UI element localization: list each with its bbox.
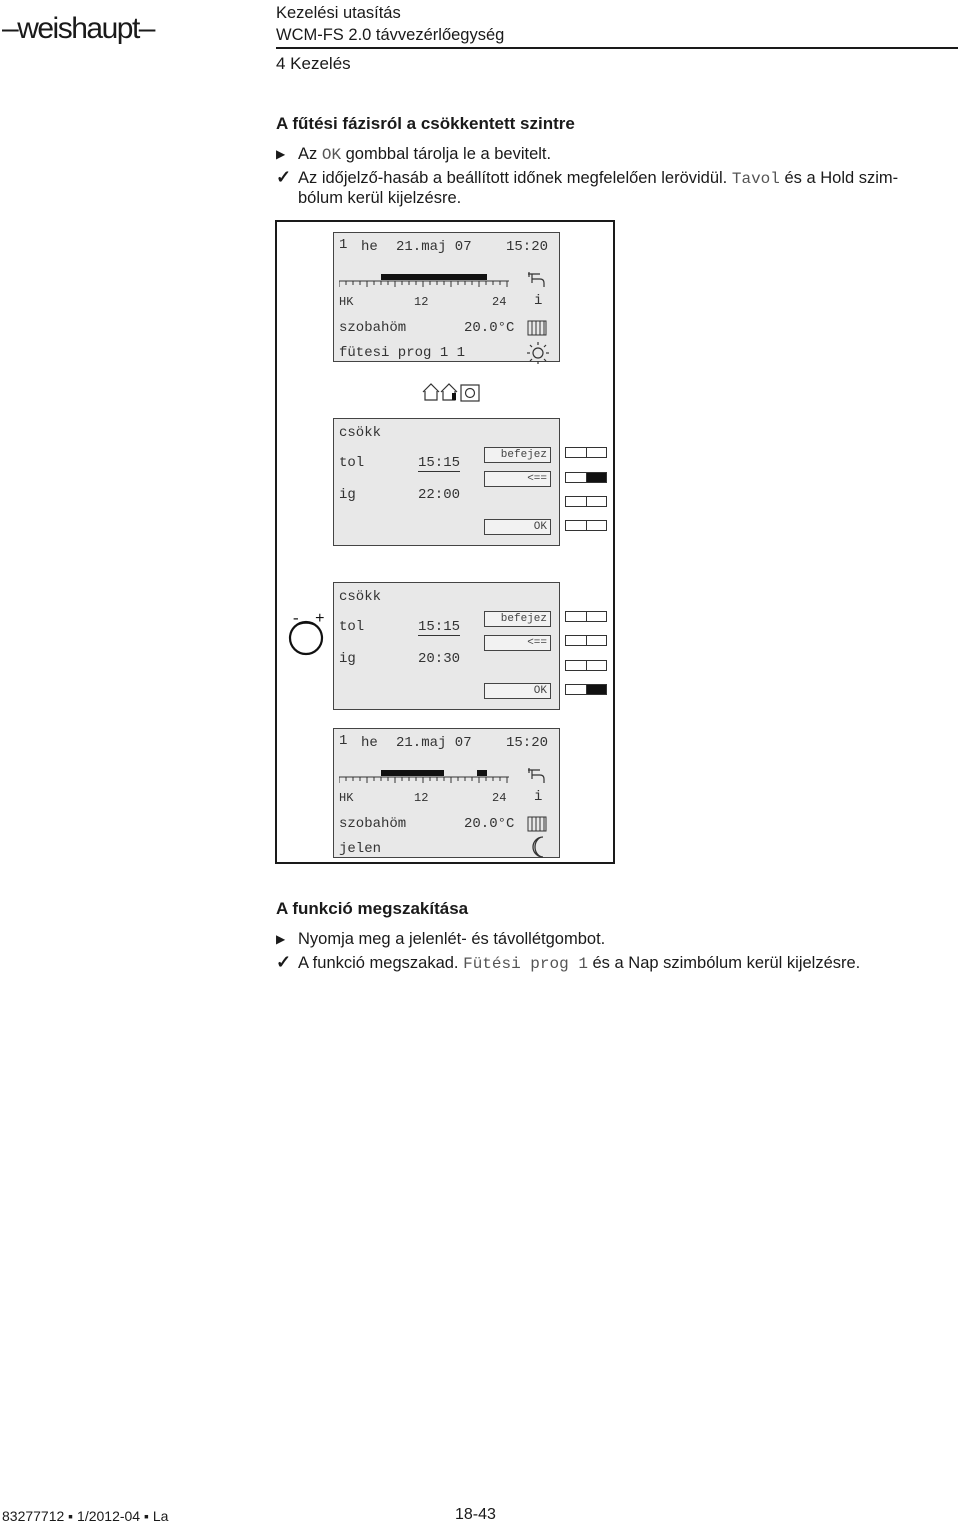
faucet-icon — [526, 271, 548, 289]
step-triangle-icon: ▶ — [276, 147, 286, 161]
lcd1-mode: fütesi prog 1 1 — [339, 345, 466, 361]
figure-frame — [275, 220, 615, 864]
weishaupt-logo: –weishaupt– — [2, 12, 154, 45]
lcd2-from-label: tol — [339, 455, 365, 471]
lcd2-to-label: ig — [339, 487, 356, 503]
lcd-screen-setback-1 — [333, 418, 560, 546]
document-title — [276, 2, 504, 46]
block1-result-cont: bólum kerül kijelzésre. — [298, 189, 462, 207]
block1-heading: A fűtési fázisról a csökkentett szintre — [276, 114, 575, 133]
finish-button[interactable]: befejez — [484, 447, 551, 463]
lcd4-mode: jelen — [339, 841, 382, 857]
section-title: 4 Kezelés — [276, 54, 351, 73]
lcd1-room-label: szobahöm — [339, 320, 407, 336]
lcd4-temp: 20.0°C — [464, 816, 515, 832]
lcd3-to-label: ig — [339, 651, 356, 667]
page-number: 18-43 — [455, 1506, 496, 1523]
lcd1-tick-12: 12 — [414, 295, 429, 309]
block2-result: ✓ A funkció megszakad. Fütési prog 1 és a Nap szimbólum kerül kijelzésre. — [276, 952, 861, 973]
back-button[interactable]: <== — [484, 471, 551, 487]
radiator-icon — [526, 320, 550, 336]
lcd4-tick-24: 24 — [492, 791, 507, 805]
back-button[interactable]: <== — [484, 635, 551, 651]
finish-button[interactable]: befejez — [484, 611, 551, 627]
rotary-knob-icon[interactable] — [287, 618, 327, 658]
lcd-screen-result — [333, 728, 560, 858]
block1-step: ▶ Az OK gombbal tárolja le a bevitelt. — [276, 145, 552, 164]
faucet-icon — [526, 767, 548, 785]
ok-button[interactable]: OK — [484, 683, 551, 699]
lcd4-day: he — [361, 735, 378, 751]
block2-step: ▶ Nyomja meg a jelenlét- és távollétgombot. — [276, 930, 606, 948]
lcd1-tick-24: 24 — [492, 295, 507, 309]
doc-title-line-2: WCM-FS 2.0 távvezérlőegység — [276, 26, 505, 44]
softkey-1[interactable] — [565, 447, 607, 458]
lcd1-time: 15:20 — [506, 239, 549, 255]
header-rule — [276, 47, 958, 49]
softkey-4[interactable] — [565, 684, 607, 695]
block1-result: ✓ Az időjelző-hasáb a beállított időnek megfelelően lerövidül. Tavol és a Hold szim- — [276, 167, 899, 188]
info-icon: i — [534, 789, 543, 805]
lcd4-room-label: szobahöm — [339, 816, 407, 832]
info-icon: i — [534, 293, 543, 309]
lcd4-tick-12: 12 — [414, 791, 429, 805]
lcd1-date: 21.maj 07 — [396, 239, 472, 255]
softkey-4[interactable] — [565, 520, 607, 531]
lcd2-title: csökk — [339, 425, 382, 441]
lcd4-hk: HK — [339, 791, 354, 805]
lcd1-time-bar — [339, 269, 514, 289]
lcd-screen-main — [333, 232, 560, 362]
lcd3-from-value: 15:15 — [418, 619, 461, 635]
softkey-3[interactable] — [565, 660, 607, 671]
lcd1-circuit: 1 — [339, 237, 348, 253]
sun-icon — [526, 341, 550, 365]
presence-absence-button-icon[interactable] — [421, 380, 483, 404]
lcd4-time: 15:20 — [506, 735, 549, 751]
checkmark-icon: ✓ — [276, 167, 292, 187]
softkey-2[interactable] — [565, 472, 607, 483]
softkey-3[interactable] — [565, 496, 607, 507]
lcd4-date: 21.maj 07 — [396, 735, 472, 751]
lcd3-from-label: tol — [339, 619, 365, 635]
ok-button[interactable]: OK — [484, 519, 551, 535]
knob-plus-label: + — [315, 610, 325, 628]
lcd4-time-bar — [339, 765, 514, 785]
step-triangle-icon: ▶ — [276, 932, 286, 946]
lcd2-from-value: 15:15 — [418, 455, 461, 471]
lcd1-temp: 20.0°C — [464, 320, 515, 336]
moon-icon — [528, 835, 550, 859]
doc-title-line-1: Kezelési utasítás — [276, 4, 401, 22]
softkey-1[interactable] — [565, 611, 607, 622]
lcd4-circuit: 1 — [339, 733, 348, 749]
lcd2-to-value: 22:00 — [418, 487, 461, 503]
radiator-icon — [526, 816, 550, 832]
softkey-2[interactable] — [565, 635, 607, 646]
lcd1-day: he — [361, 239, 378, 255]
checkmark-icon: ✓ — [276, 952, 292, 972]
lcd3-to-value: 20:30 — [418, 651, 461, 667]
lcd1-hk: HK — [339, 295, 354, 309]
block2-heading: A funkció megszakítása — [276, 899, 469, 918]
lcd3-title: csökk — [339, 589, 382, 605]
lcd-screen-setback-2 — [333, 582, 560, 710]
knob-minus-label: - — [291, 610, 301, 628]
document-number: 83277712 ▪ 1/2012-04 ▪ La — [2, 1508, 169, 1524]
